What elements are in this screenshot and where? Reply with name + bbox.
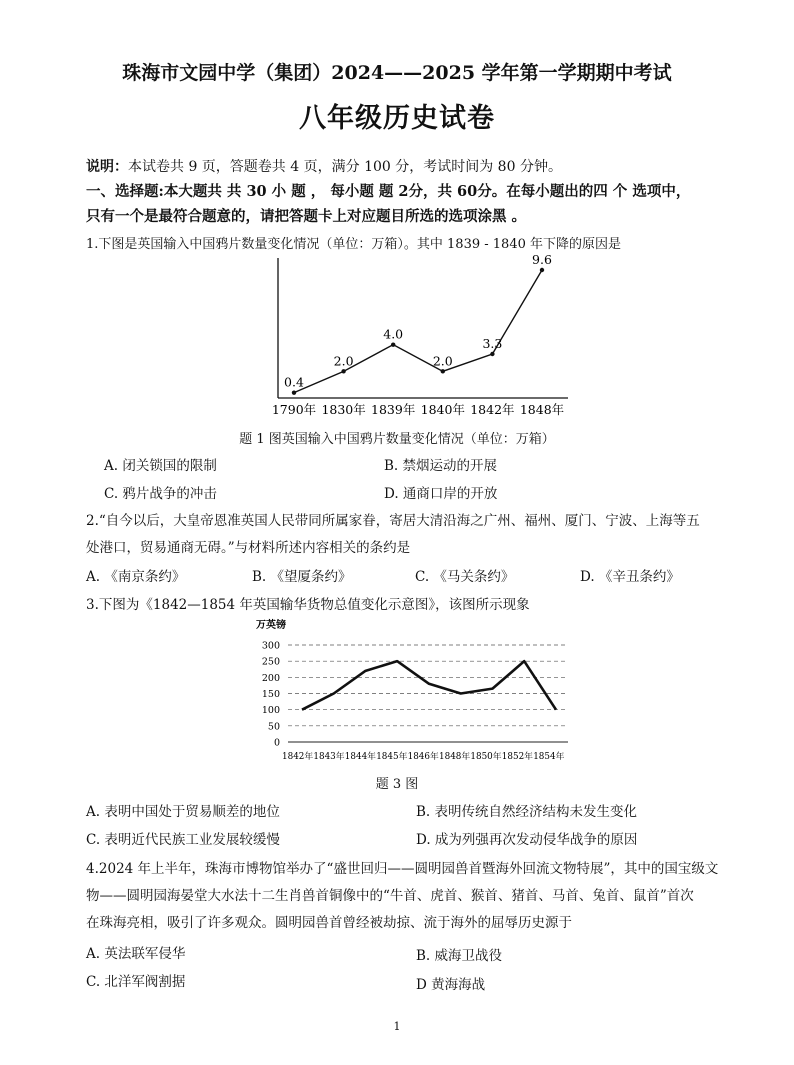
q3-x-tick-label: 1844年	[344, 752, 376, 762]
q3-number: 3.	[86, 597, 99, 613]
q1-option-a[interactable]: A. 闭关锁国的限制	[104, 458, 217, 474]
q1-data-point	[292, 390, 296, 394]
q3-stem-text: 下图为《1842—1854 年英国输华货物总值变化示意图》，该图所示现象	[98, 597, 530, 613]
q1-x-tick-label: 1842年	[470, 402, 515, 417]
q4-option-b[interactable]: B. 威海卫战役	[416, 948, 503, 964]
q1-data-label: 0.4	[284, 374, 304, 390]
q3-y-tick-label: 200	[261, 672, 280, 684]
q3-series-line	[302, 661, 556, 710]
instructions-text: 本试卷共 9 页，答题卷共 4 页，满分 100 分，考试时间为 80 分钟。	[128, 159, 562, 175]
q2-stem-line1	[86, 509, 700, 529]
q3-option-a[interactable]: A. 表明中国处于贸易顺差的地位	[86, 804, 280, 820]
q1-stem-text: 下图是英国输入中国鸦片数量变化情况（单位：万箱）。其中 1839 - 1840 年下降的原因是	[98, 237, 621, 252]
q3-x-tick-label: 1852年	[501, 752, 533, 762]
q3-y-tick-label: 0	[273, 737, 280, 749]
q2-number: 2.	[86, 513, 99, 529]
q1-option-c[interactable]: C. 鸦片战争的冲击	[104, 486, 217, 502]
instructions: 说明：本试卷共 9 页，答题卷共 4 页，满分 100 分，考试时间为 80 分钟。	[86, 159, 562, 175]
q4-number: 4.	[86, 861, 99, 877]
q3-y-tick-label: 150	[261, 689, 280, 700]
q3-y-tick-label: 50	[267, 721, 280, 733]
q1-option-b[interactable]: B. 禁烟运动的开展	[384, 458, 498, 474]
q1-figure-caption: 题 1 图英国输入中国鸦片数量变化情况（单位：万箱）	[239, 432, 555, 447]
q1-data-point	[341, 369, 345, 373]
q2-stem-line2: 处港口，贸易通商无碍。”与材料所述内容相关的条约是	[86, 540, 411, 556]
q4-option-d[interactable]: D 黄海海战	[416, 977, 486, 993]
q3-x-tick-label: 1848年	[439, 752, 471, 762]
q4-stem-line3: 在珠海亮相，吸引了许多观众。圆明园兽首曾经被劫掠、流于海外的屈辱历史源于	[86, 915, 572, 931]
q3-option-b[interactable]: B. 表明传统自然经济结构未发生变化	[416, 804, 638, 820]
q3-figure-caption: 题 3 图	[375, 777, 419, 792]
q1-option-d[interactable]: D. 通商口岸的开放	[384, 486, 498, 502]
q3-y-tick-label: 250	[261, 656, 280, 668]
q1-data-label: 9.6	[532, 252, 552, 267]
section-heading-line2: 只有一个是最符合题意的，请把答题卡上对应题目所选的选项涂黑 。	[86, 208, 527, 225]
section-heading-line1: 一、选择题:本大题共 共 30 小 题 ， 每小题 题 2分，共 60分。在每小题出的四 个 选项中，	[86, 183, 691, 200]
q1-series-line	[294, 270, 542, 393]
q1-data-label: 2.0	[333, 353, 354, 369]
q3-x-tick-label: 1842年	[282, 752, 314, 762]
q1-data-point	[490, 352, 494, 356]
school-title: 珠海市文园中学（集团）2024——2025 学年第一学期期中考试	[122, 62, 672, 84]
q4-option-c[interactable]: C. 北洋军阀割据	[86, 974, 186, 990]
q1-data-point	[391, 342, 395, 346]
q4-option-a[interactable]: A. 英法联军侵华	[86, 946, 186, 962]
q1-data-label: 3.3	[482, 336, 503, 351]
q3-x-tick-label: 1846年	[407, 752, 439, 762]
q1-opium-chart	[268, 250, 578, 422]
q2-option-a[interactable]: A. 《南京条约》	[86, 569, 186, 585]
q2-option-b[interactable]: B. 《望厦条约》	[252, 569, 352, 585]
q4-stem-line1	[86, 857, 718, 877]
q3-trade-chart	[250, 617, 580, 767]
q1-x-tick-label: 1848年	[519, 402, 565, 417]
page-number: 1	[393, 1020, 401, 1033]
q3-y-tick-label: 100	[261, 705, 280, 717]
q1-x-tick-label: 1840年	[420, 402, 465, 417]
q3-x-tick-label: 1845年	[376, 752, 408, 762]
paper-title: 八年级历史试卷	[299, 103, 495, 134]
q1-x-tick-label: 1839年	[371, 402, 416, 417]
q4-stem-text1: 2024 年上半年，珠海市博物馆举办了“盛世回归——圆明园兽首暨海外回流文物特展”，其中的国宝级文	[98, 861, 719, 877]
q1-data-point	[441, 369, 445, 373]
q4-stem-line2: 物——圆明园海晏堂大水法十二生肖兽首铜像中的“牛首、虎首、猴首、猪首、马首、兔首、鼠首”首次	[86, 888, 694, 904]
q3-stem	[86, 593, 530, 613]
instructions-label: 说明	[86, 159, 114, 175]
q1-number: 1.	[86, 237, 99, 252]
q1-data-point	[540, 268, 544, 272]
q3-x-tick-label: 1843年	[313, 752, 345, 762]
q3-y-tick-label: 300	[261, 640, 280, 652]
q3-y-axis-title: 万英镑	[256, 620, 286, 631]
q2-stem-text1: “自今以后，大皇帝恩准英国人民带同所属家眷，寄居大清沿海之广州、福州、厦门、宁波、上海等五	[98, 513, 700, 529]
q1-data-label: 2.0	[432, 353, 453, 369]
q1-data-label: 4.0	[383, 326, 404, 342]
q2-option-c[interactable]: C. 《马关条约》	[415, 569, 515, 585]
q3-option-d[interactable]: D. 成为列强再次发动侵华战争的原因	[416, 832, 638, 848]
q1-x-tick-label: 1830年	[321, 402, 366, 417]
q2-option-d[interactable]: D. 《辛丑条约》	[580, 569, 680, 585]
q3-x-tick-label: 1854年	[533, 752, 565, 762]
q3-option-c[interactable]: C. 表明近代民族工业发展较缓慢	[86, 832, 280, 848]
q1-x-tick-label: 1790年	[271, 402, 317, 417]
q3-x-tick-label: 1850年	[470, 752, 502, 762]
